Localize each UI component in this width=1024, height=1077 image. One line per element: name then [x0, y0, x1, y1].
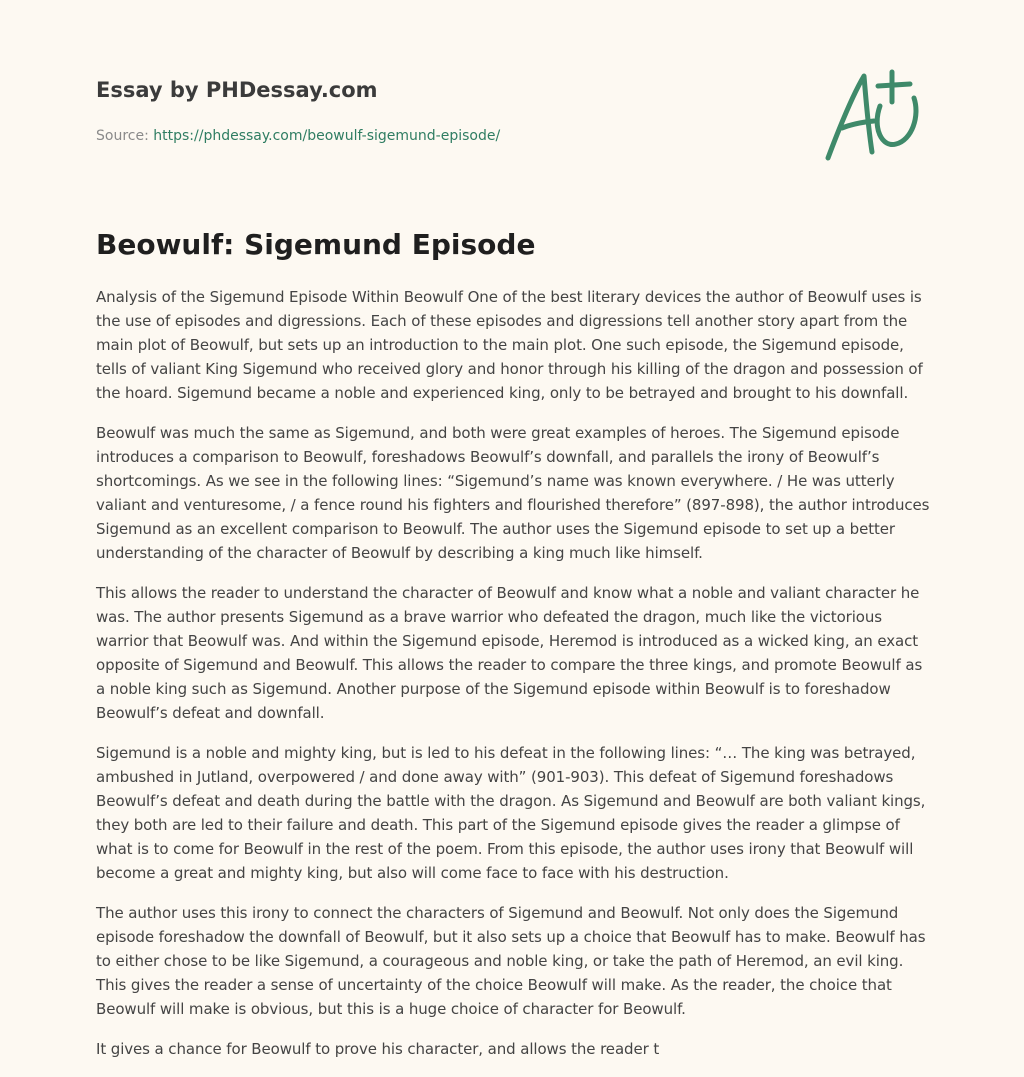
essay-paragraph: Sigemund is a noble and mighty king, but is led to his defeat in the following lines: “… The king was betrayed, ambushed in Jutland, overpowered / and done away with” (901-903). This defeat of Sigemund foreshadows Beowulf’s defeat and death during the battle with the dragon. As Sigemund and Beowulf are both valiant kings, they both are led to their failure and death. This part of the Sigemund episode gives the reader a glimpse of what is to come for Beowulf in the rest of the poem. From this episode, the author uses irony that Beowulf will become a great and mighty king, but also will come face to face with his destruction.	[96, 744, 926, 882]
essay-paragraph: The author uses this irony to connect the characters of Sigemund and Beowulf. Not only does the Sigemund episode foreshadow the downfall of Beowulf, but it also sets up a choice that Beowulf has to make. Beowulf has to either chose to be like Sigemund, a courageous and noble king, or take the path of Heremod, an evil king. This gives the reader a sense of uncertainty of the choice Beowulf will make. As the reader, the choice that Beowulf will make is obvious, but this is a huge choice of character for Beowulf.	[96, 904, 926, 1018]
essay-header	[96, 76, 796, 146]
essay-paragraph: This allows the reader to understand the character of Beowulf and know what a noble and valiant character he was. The author presents Sigemund as a brave warrior who defeated the dragon, much like the victorious warrior that Beowulf was. And within the Sigemund episode, Heremod is introduced as a wicked king, an exact opposite of Sigemund and Beowulf. This allows the reader to compare the three kings, and promote Beowulf as a noble king such as Sigemund. Another purpose of the Sigemund episode within Beowulf is to foreshadow Beowulf’s defeat and downfall.	[96, 584, 923, 722]
essay-paragraph: Beowulf was much the same as Sigemund, and both were great examples of heroes. The Sigemund episode introduces a comparison to Beowulf, foreshadows Beowulf’s downfall, and parallels the irony of Beowulf’s shortcomings. As we see in the following lines: “Sigemund’s name was known everywhere. / He was utterly valiant and venturesome, / a fence round his fighters and flourished therefore” (897-898), the author introduces Sigemund as an excellent comparison to Beowulf. The author uses the Sigemund episode to set up a better understanding of the character of Beowulf by describing a king much like himself.	[96, 424, 930, 562]
brand-title: Essay by PHDessay.com	[96, 78, 378, 102]
essay-paragraph: Analysis of the Sigemund Episode Within Beowulf One of the best literary devices the author of Beowulf uses is the use of episodes and digressions. Each of these episodes and digressions tell another story apart from the main plot of Beowulf, but sets up an introduction to the main plot. One such episode, the Sigemund episode, tells of valiant King Sigemund who received glory and honor through his killing of the dragon and possession of the hoard. Sigemund became a noble and experienced king, only to be betrayed and brought to his downfall.	[96, 288, 923, 402]
source-label: Source:	[96, 128, 154, 144]
essay-title: Beowulf: Sigemund Episode	[96, 228, 536, 261]
a-plus-logo-icon	[820, 66, 930, 166]
source-line	[96, 126, 796, 146]
source-link[interactable]: https://phdessay.com/beowulf-sigemund-episode/	[153, 128, 501, 144]
essay-body	[96, 285, 930, 1077]
essay-paragraph: It gives a chance for Beowulf to prove his character, and allows the reader t	[96, 1040, 660, 1058]
